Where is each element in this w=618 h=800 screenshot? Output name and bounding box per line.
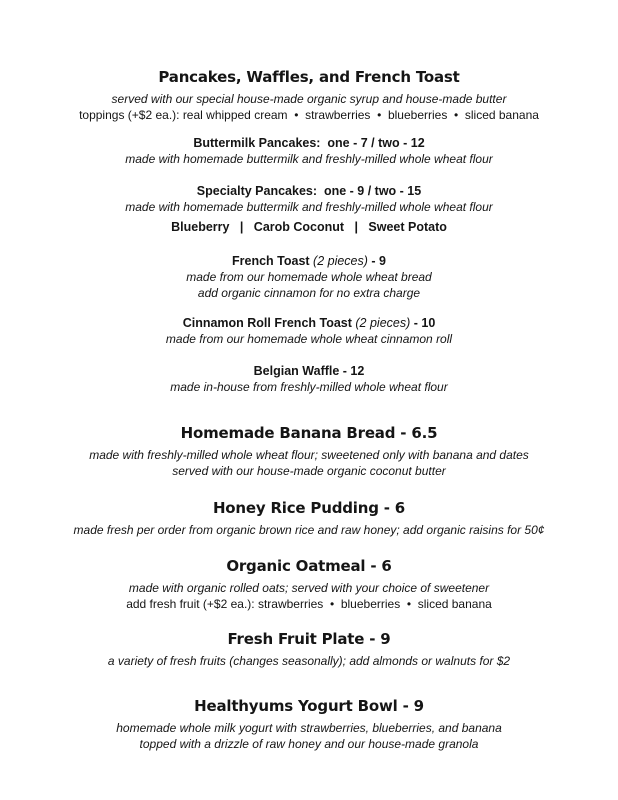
section-description: made with organic rolled oats; served with your choice of sweetener <box>128 581 490 595</box>
item-title <box>0 315 618 331</box>
section-description: made fresh per order from organic brown rice and raw honey; add organic raisins for 50¢ <box>73 523 545 537</box>
item-description: made in-house from freshly-milled whole wheat flour <box>170 380 448 394</box>
item-qualifier: (2 pieces) <box>313 254 368 268</box>
section-title: Fresh Fruit Plate - 9 <box>227 630 391 648</box>
section-description: served with our house-made organic coconut butter <box>172 464 446 478</box>
item-variants: Blueberry | Carob Coconut | Sweet Potato <box>171 220 447 234</box>
menu-item-french-toast <box>0 253 618 301</box>
menu-item-cinnamon-roll-french-toast <box>0 315 618 347</box>
section-subtitle: served with our special house-made organic syrup and house-made butter <box>111 92 507 106</box>
item-name: French Toast <box>232 254 314 268</box>
section-fresh-fruit-plate <box>0 628 618 669</box>
menu-item-belgian-waffle <box>0 363 618 395</box>
section-honey-rice-pudding <box>0 497 618 538</box>
item-title: Specialty Pancakes: one - 9 / two - 15 <box>196 184 422 198</box>
section-title: Pancakes, Waffles, and French Toast <box>158 68 460 86</box>
item-description: add organic cinnamon for no extra charge <box>197 286 421 300</box>
section-title: Homemade Banana Bread - 6.5 <box>180 424 438 442</box>
section-title: Honey Rice Pudding - 6 <box>212 499 406 517</box>
section-description: topped with a drizzle of raw honey and our house-made granola <box>139 737 479 751</box>
item-name: Cinnamon Roll French Toast <box>182 316 356 330</box>
section-title: Organic Oatmeal - 6 <box>226 557 392 575</box>
toppings-line: toppings (+$2 ea.): real whipped cream • strawberries • blueberries • sliced banana <box>79 108 539 122</box>
menu-item-specialty-pancakes <box>0 183 618 235</box>
item-qualifier: (2 pieces) <box>355 316 411 330</box>
item-description: made with homemade buttermilk and freshly-milled whole wheat flour <box>125 152 493 166</box>
item-title: Belgian Waffle - 12 <box>253 364 365 378</box>
section-add-line: add fresh fruit (+$2 ea.): strawberries • blueberries • sliced banana <box>126 597 492 611</box>
item-title <box>0 253 618 269</box>
section-description: made with freshly-milled whole wheat flour; sweetened only with banana and dates <box>89 448 529 462</box>
section-title: Healthyums Yogurt Bowl - 9 <box>194 697 424 715</box>
item-description: made from our homemade whole wheat bread <box>186 270 432 284</box>
menu-item-buttermilk-pancakes <box>0 135 618 167</box>
item-price: - 9 <box>367 254 386 268</box>
item-title: Buttermilk Pancakes: one - 7 / two - 12 <box>193 136 425 150</box>
section-pancakes-waffles-french-toast <box>0 66 618 123</box>
section-description: homemade whole milk yogurt with strawberries, blueberries, and banana <box>116 721 502 735</box>
section-description: a variety of fresh fruits (changes seasonally); add almonds or walnuts for $2 <box>107 654 511 668</box>
item-description: made with homemade buttermilk and freshly-milled whole wheat flour <box>125 200 493 214</box>
section-homemade-banana-bread <box>0 422 618 479</box>
section-organic-oatmeal <box>0 555 618 612</box>
item-description: made from our homemade whole wheat cinnamon roll <box>165 332 453 346</box>
item-price: - 10 <box>410 316 436 330</box>
section-healthyums-yogurt-bowl <box>0 695 618 752</box>
